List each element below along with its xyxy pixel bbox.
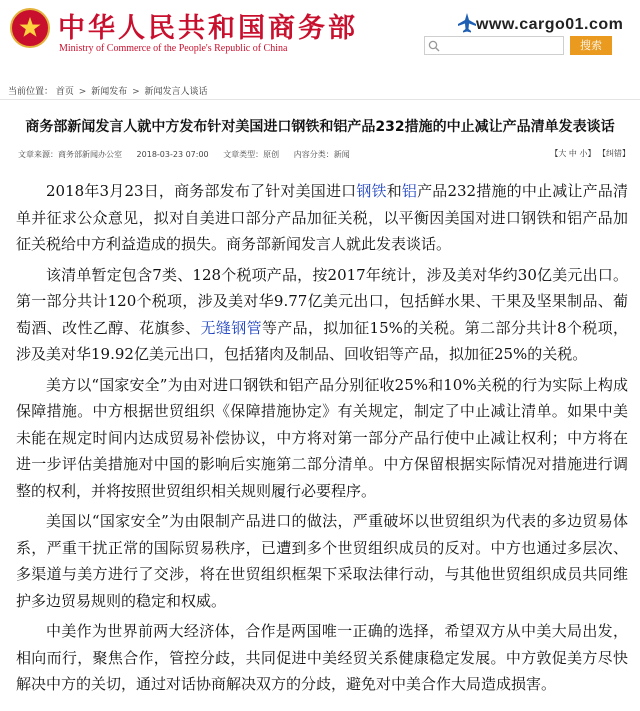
breadcrumb-prefix: 当前位置： — [8, 87, 54, 97]
site-title[interactable]: 中华人民共和国商务部 — [58, 13, 358, 44]
site-header — [0, 0, 640, 78]
breadcrumb-separator: > — [132, 87, 140, 97]
breadcrumb-home[interactable]: 首页 — [55, 87, 74, 97]
article-category: 内容分类：新闻 — [293, 150, 350, 159]
airplane-icon — [457, 12, 477, 34]
search-box[interactable] — [424, 36, 564, 55]
paragraph-4: 美国以“国家安全”为由限制产品进口的做法，严重破坏以世贸组织为代表的多边贸易体系，严重干扰正常的国际贸易秩序，已遭到多个世贸组织成员的反对。中方也通过多层次、多渠道与美方进行了交涉，将在世贸组织框架下采取法律行动，与其他世贸组织成员共同维护多边贸易规则的稳定和权威。 — [16, 512, 628, 610]
search-button[interactable]: 搜索 — [570, 36, 612, 55]
breadcrumb-news[interactable]: 新闻发布 — [91, 87, 128, 97]
paragraph-5: 中美作为世界前两大经济体，合作是两国唯一正确的选择，希望双方从中美大局出发，相向而行，聚焦合作，管控分歧，共同促进中美经贸关系健康稳定发展。中方敦促美方尽快解决中方的关切，通过对话协商解决双方的分歧，避免对中美合作大局造成损害。 — [16, 622, 628, 693]
report-error-link[interactable]: 【纠错】 — [598, 149, 630, 158]
article-source: 文章来源：商务部新闻办公室 — [18, 150, 122, 159]
paragraph-text: 该清单暂定包含7类、128个税项产品，按2017年统计，涉及美对华约30亿美元出口。第一部分共计120个税项，涉及美对华9.77亿美元出口，包括鲜水果、干果及坚果制品、葡萄酒、改性乙醇、花旗参、 — [16, 265, 628, 337]
divider — [0, 99, 640, 100]
paragraph-text: 2018年3月23日，商务部发布了针对美国进口 — [46, 182, 357, 200]
article-type: 文章类型：原创 — [223, 150, 280, 159]
breadcrumb — [8, 84, 208, 97]
watermark-text: www.cargo01.com — [476, 16, 624, 33]
search-input[interactable] — [443, 38, 561, 53]
paragraph-text: 和 — [386, 182, 402, 200]
article-meta — [18, 149, 362, 160]
article-body — [16, 178, 628, 698]
site-subtitle: Ministry of Commerce of the People's Republic of China — [59, 43, 288, 54]
paragraph-2 — [16, 262, 628, 368]
keyword-link-steel[interactable]: 钢铁 — [356, 182, 387, 200]
breadcrumb-separator: > — [78, 87, 87, 97]
article-date: 2018-03-23 07:00 — [136, 150, 209, 159]
paragraph-text: 等产品，拟加征15%的关税。第二部分共计8个税项，涉及美对华19.92亿美元出口，包括猪肉及制品、回收铝等产品，拟加征25%的关税。 — [16, 318, 628, 363]
paragraph-text: 产品232措施的中止减让产品清单并征求公众意见，拟对自美进口部分产品加征关税，以平衡因美国对进口钢铁和铝产品加征关税给中方利益造成的损失。商务部新闻发言人就此发表谈话。 — [16, 182, 628, 253]
paragraph-1 — [16, 178, 628, 258]
keyword-link-seamless-pipe[interactable]: 无缝钢管 — [200, 318, 262, 337]
article-title: 商务部新闻发言人就中方发布针对美国进口钢铁和铝产品232措施的中止减让产品清单发表谈话 — [25, 119, 615, 135]
paragraph-3: 美方以“国家安全”为由对进口钢铁和铝产品分别征收25%和10%关税的行为实际上构成保障措施。中方根据世贸组织《保障措施协定》有关规定，制定了中止减让清单。如果中美未能在规定时间内达成贸易补偿协议，中方将对第一部分产品行使中止减让权利；中方将在进一步评估美措施对中国的影响后实施第二部分清单。中方保留根据实际情况对措施进行调整的权利，并将按照世贸组织相关规则履行必要程序。 — [16, 375, 628, 500]
search-icon — [428, 40, 440, 52]
keyword-link-aluminum[interactable]: 铝 — [401, 182, 418, 200]
breadcrumb-spokesman[interactable]: 新闻发言人谈话 — [144, 87, 208, 97]
font-size-toggle[interactable]: 【大 中 小】 — [550, 149, 596, 158]
article-tools — [550, 148, 630, 159]
national-emblem-icon — [10, 8, 50, 48]
